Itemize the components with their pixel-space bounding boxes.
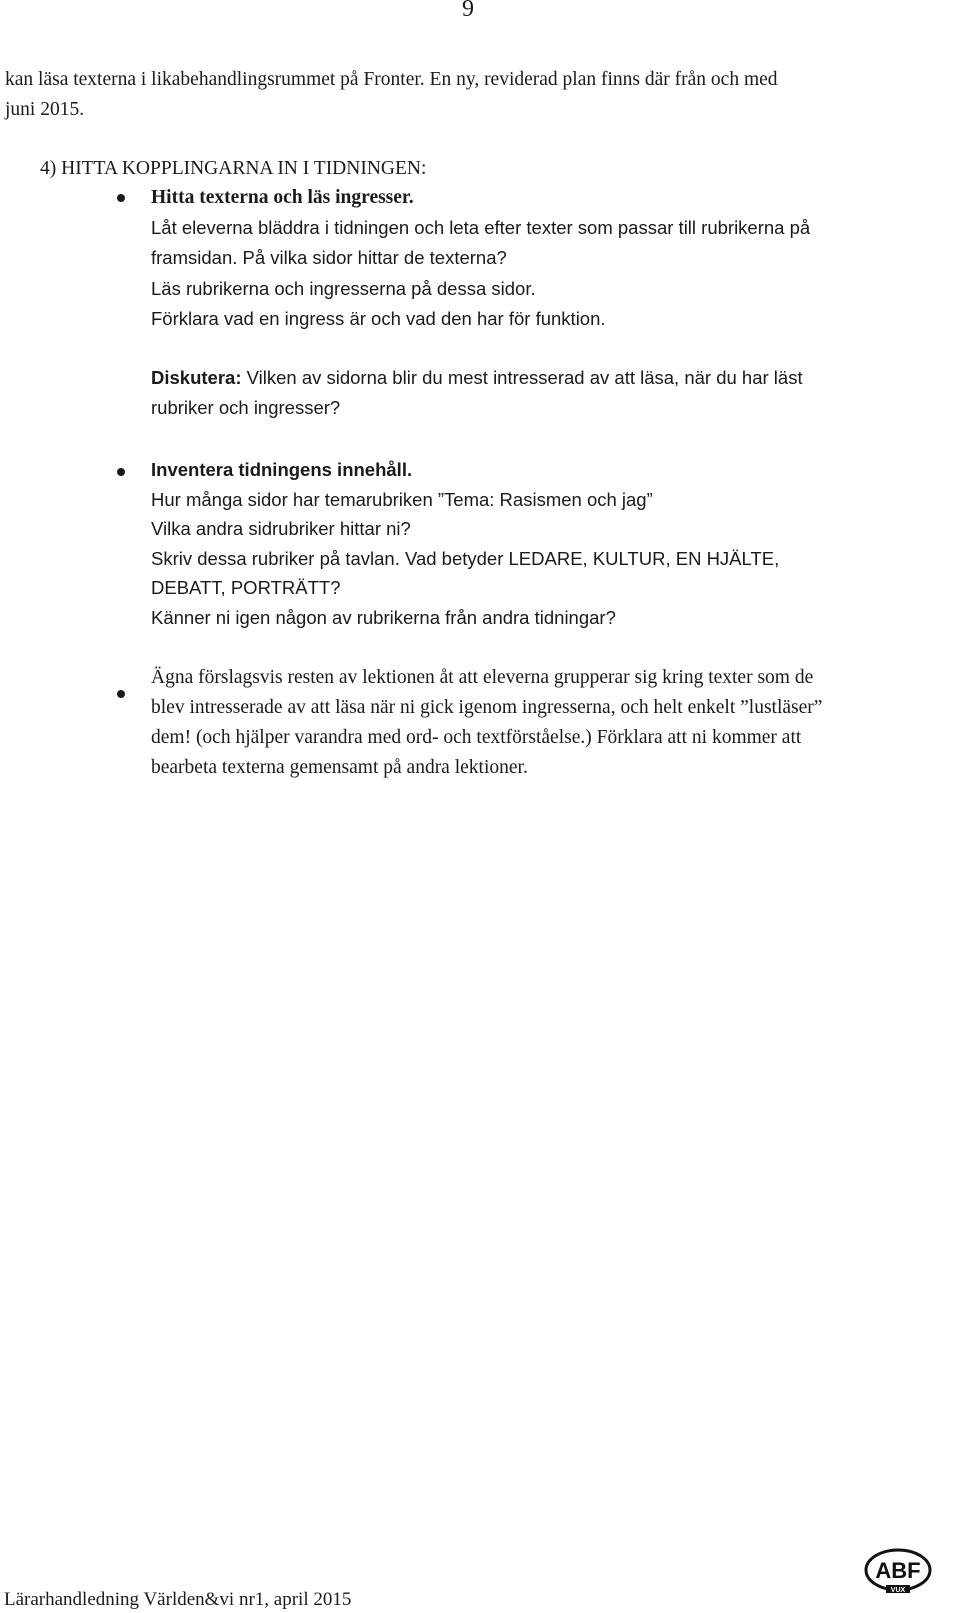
bullet-text: blev intresserade av att läsa när ni gick igenom ingresserna, och helt enkelt ”lustläser” — [151, 697, 823, 718]
intro-line-1: kan läsa texterna i likabehandlingsrummet på Fronter. En ny, reviderad plan finns där från och med — [5, 69, 778, 90]
logo-main-text: ABF — [875, 1558, 921, 1583]
discussion-text: Vilken av sidorna blir du mest intresserad av att läsa, när du har läst — [241, 367, 803, 388]
abf-logo — [864, 1548, 932, 1594]
bullet-text: bearbeta texterna gemensamt på andra lektioner. — [151, 757, 528, 778]
bullet-text: Känner ni igen någon av rubrikerna från andra tidningar? — [151, 607, 616, 628]
bullet-text: Läs rubrikerna och ingresserna på dessa sidor. — [151, 278, 536, 299]
bullet-text: Ägna förslagsvis resten av lektionen åt att eleverna grupperar sig kring texter som de — [151, 667, 814, 688]
discussion-prompt — [151, 366, 803, 390]
bullet-text: Förklara vad en ingress är och vad den har för funktion. — [151, 308, 606, 329]
bullet-text-b: Vad betyder LEDARE, KULTUR, EN HJÄLTE, — [399, 548, 780, 569]
section-heading: 4) HITTA KOPPLINGARNA IN I TIDNINGEN: — [40, 158, 427, 179]
bullet-text: Vilka andra sidrubriker hittar ni? — [151, 518, 411, 539]
bullet-text: Låt eleverna bläddra i tidningen och leta efter texter som passar till rubrikerna på — [151, 217, 811, 238]
bullet-title: Hitta texterna och läs ingresser. — [151, 187, 414, 208]
bullet-text: framsidan. På vilka sidor hittar de texterna? — [151, 247, 507, 268]
bullet-marker — [117, 468, 125, 476]
intro-line-2: juni 2015. — [5, 99, 85, 120]
bullet-marker — [117, 690, 125, 698]
discussion-label: Diskutera: — [151, 367, 242, 388]
bullet-text: Hur många sidor har temarubriken ”Tema: Rasismen och jag” — [151, 489, 653, 510]
footer-text: Lärarhandledning Världen&vi nr1, april 2015 — [4, 1589, 352, 1610]
bullet-text-a: Skriv dessa rubriker på tavlan. — [151, 548, 400, 569]
logo-sub-text: VUX — [890, 1587, 906, 1594]
bullet-title: Inventera tidningens innehåll. — [151, 459, 413, 480]
page-number: 9 — [462, 0, 474, 22]
bullet-text — [151, 547, 779, 571]
bullet-marker — [117, 194, 125, 202]
bullet-text: dem! (och hjälper varandra med ord- och textförståelse.) Förklara att ni kommer att — [151, 727, 802, 748]
bullet-text: DEBATT, PORTRÄTT? — [151, 577, 341, 598]
discussion-text-continued: rubriker och ingresser? — [151, 397, 341, 418]
